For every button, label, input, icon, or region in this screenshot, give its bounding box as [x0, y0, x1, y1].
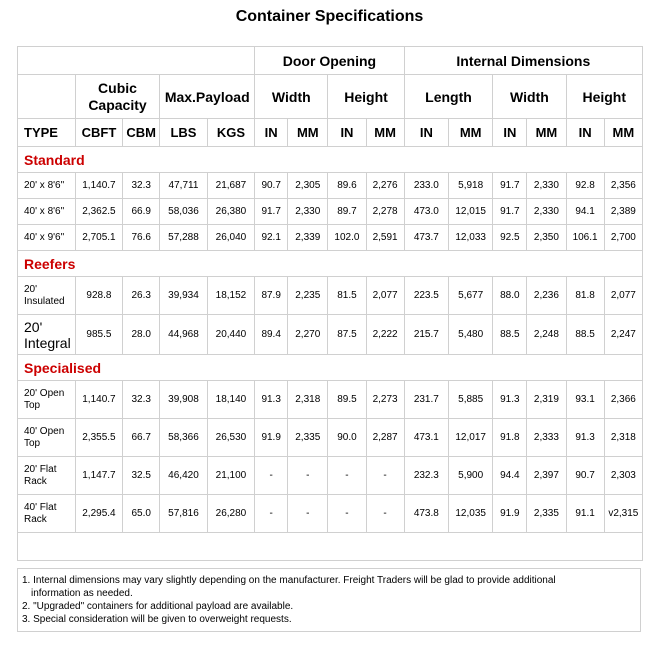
value-cell: 90.7 — [566, 457, 604, 495]
unit-header: IN — [328, 119, 366, 147]
table-row — [18, 495, 643, 533]
unit-header: IN — [404, 119, 448, 147]
value-cell: 2,330 — [527, 173, 566, 199]
value-cell: 2,077 — [604, 277, 642, 315]
value-cell: 2,318 — [604, 419, 642, 457]
cubic-capacity-header: Cubic Capacity — [75, 75, 160, 119]
unit-header: MM — [604, 119, 642, 147]
empty-header-cell — [18, 47, 255, 75]
value-cell: 106.1 — [566, 225, 604, 251]
value-cell: 91.1 — [566, 495, 604, 533]
value-cell: 91.7 — [493, 199, 527, 225]
value-cell: 26,280 — [207, 495, 255, 533]
value-cell: 91.7 — [493, 173, 527, 199]
value-cell: 39,934 — [160, 277, 207, 315]
value-cell: 91.3 — [566, 419, 604, 457]
unit-header: LBS — [160, 119, 207, 147]
value-cell: 93.1 — [566, 381, 604, 419]
value-cell: 26,040 — [207, 225, 255, 251]
value-cell: 89.7 — [328, 199, 366, 225]
container-type-cell: 40' Flat Rack — [18, 495, 76, 533]
table-row — [18, 315, 643, 355]
value-cell: - — [255, 495, 288, 533]
empty-cell — [18, 533, 643, 561]
group-header-row — [18, 47, 643, 75]
type-header: TYPE — [18, 119, 76, 147]
unit-header: MM — [527, 119, 566, 147]
unit-header-row — [18, 119, 643, 147]
value-cell: 2,330 — [527, 199, 566, 225]
value-cell: 2,397 — [527, 457, 566, 495]
value-cell: 2,330 — [288, 199, 328, 225]
value-cell: 32.3 — [123, 381, 160, 419]
footnote-1: 1. Internal dimensions may vary slightly depending on the manufacturer. Freight Traders will be glad to provide additional — [22, 575, 556, 586]
value-cell: 2,247 — [604, 315, 642, 355]
value-cell: 2,318 — [288, 381, 328, 419]
container-type-cell: 20' Insulated — [18, 277, 76, 315]
value-cell: 12,035 — [449, 495, 493, 533]
unit-header: IN — [566, 119, 604, 147]
value-cell: 231.7 — [404, 381, 448, 419]
value-cell: 39,908 — [160, 381, 207, 419]
internal-height-header: Height — [566, 75, 642, 119]
value-cell: - — [328, 457, 366, 495]
value-cell: 94.1 — [566, 199, 604, 225]
value-cell: 2,389 — [604, 199, 642, 225]
value-cell: 2,366 — [604, 381, 642, 419]
unit-header: CBM — [123, 119, 160, 147]
page-title: Container Specifications — [235, 8, 424, 25]
value-cell: 473.7 — [404, 225, 448, 251]
value-cell: 12,033 — [449, 225, 493, 251]
value-cell: 26.3 — [123, 277, 160, 315]
value-cell: 88.5 — [566, 315, 604, 355]
table-row — [18, 457, 643, 495]
table-row — [18, 419, 643, 457]
value-cell: 2,305 — [288, 173, 328, 199]
value-cell: 91.9 — [255, 419, 288, 457]
value-cell: 21,687 — [207, 173, 255, 199]
value-cell: 2,295.4 — [75, 495, 122, 533]
footnote-3: 3. Special consideration will be given to overweight requests. — [22, 614, 292, 625]
value-cell: 89.4 — [255, 315, 288, 355]
value-cell: 473.1 — [404, 419, 448, 457]
value-cell: 2,319 — [527, 381, 566, 419]
value-cell: 2,236 — [527, 277, 566, 315]
value-cell: 66.9 — [123, 199, 160, 225]
value-cell: 32.3 — [123, 173, 160, 199]
value-cell: 21,100 — [207, 457, 255, 495]
unit-header: MM — [366, 119, 404, 147]
value-cell: - — [288, 495, 328, 533]
container-type-cell: 40' x 8'6" — [18, 199, 76, 225]
value-cell: 2,270 — [288, 315, 328, 355]
value-cell: 2,356 — [604, 173, 642, 199]
value-cell: 2,287 — [366, 419, 404, 457]
value-cell: 5,918 — [449, 173, 493, 199]
internal-length-header: Length — [404, 75, 493, 119]
door-opening-header: Door Opening — [255, 47, 404, 75]
value-cell: 44,968 — [160, 315, 207, 355]
value-cell: 233.0 — [404, 173, 448, 199]
value-cell: v2,315 — [604, 495, 642, 533]
value-cell: 2,248 — [527, 315, 566, 355]
value-cell: - — [366, 495, 404, 533]
unit-header: CBFT — [75, 119, 122, 147]
unit-header: MM — [449, 119, 493, 147]
value-cell: 5,480 — [449, 315, 493, 355]
unit-header: MM — [288, 119, 328, 147]
value-cell: 81.5 — [328, 277, 366, 315]
footnotes — [17, 568, 641, 632]
value-cell: 5,677 — [449, 277, 493, 315]
unit-header: IN — [255, 119, 288, 147]
unit-header: IN — [493, 119, 527, 147]
value-cell: 5,900 — [449, 457, 493, 495]
container-type-cell: 20' x 8'6" — [18, 173, 76, 199]
value-cell: 88.0 — [493, 277, 527, 315]
section-row — [18, 355, 643, 381]
value-cell: 58,366 — [160, 419, 207, 457]
value-cell: 18,140 — [207, 381, 255, 419]
value-cell: 1,140.7 — [75, 173, 122, 199]
value-cell: 12,015 — [449, 199, 493, 225]
value-cell: 89.5 — [328, 381, 366, 419]
empty-row — [18, 533, 643, 561]
value-cell: 26,380 — [207, 199, 255, 225]
value-cell: 91.8 — [493, 419, 527, 457]
value-cell: 5,885 — [449, 381, 493, 419]
value-cell: 12,017 — [449, 419, 493, 457]
value-cell: 32.5 — [123, 457, 160, 495]
value-cell: 87.5 — [328, 315, 366, 355]
value-cell: 2,705.1 — [75, 225, 122, 251]
value-cell: 223.5 — [404, 277, 448, 315]
value-cell: 94.4 — [493, 457, 527, 495]
max-payload-header: Max.Payload — [160, 75, 255, 119]
value-cell: - — [366, 457, 404, 495]
table-row — [18, 199, 643, 225]
value-cell: 2,335 — [288, 419, 328, 457]
value-cell: 90.0 — [328, 419, 366, 457]
value-cell: 66.7 — [123, 419, 160, 457]
container-type-cell: 20' Flat Rack — [18, 457, 76, 495]
value-cell: 46,420 — [160, 457, 207, 495]
value-cell: - — [328, 495, 366, 533]
value-cell: 28.0 — [123, 315, 160, 355]
value-cell: 91.9 — [493, 495, 527, 533]
value-cell: 65.0 — [123, 495, 160, 533]
internal-width-header: Width — [493, 75, 566, 119]
section-title: Specialised — [18, 355, 643, 381]
value-cell: 57,816 — [160, 495, 207, 533]
value-cell: 81.8 — [566, 277, 604, 315]
value-cell: 102.0 — [328, 225, 366, 251]
container-type-cell: 20' Integral — [18, 315, 76, 355]
table-row — [18, 381, 643, 419]
value-cell: - — [255, 457, 288, 495]
internal-dimensions-header: Internal Dimensions — [404, 47, 642, 75]
value-cell: 26,530 — [207, 419, 255, 457]
container-spec-table — [17, 46, 643, 561]
value-cell: 473.0 — [404, 199, 448, 225]
value-cell: - — [288, 457, 328, 495]
value-cell: 87.9 — [255, 277, 288, 315]
value-cell: 1,147.7 — [75, 457, 122, 495]
value-cell: 2,335 — [527, 495, 566, 533]
container-type-cell: 40' Open Top — [18, 419, 76, 457]
door-height-header: Height — [328, 75, 404, 119]
section-title: Reefers — [18, 251, 643, 277]
value-cell: 88.5 — [493, 315, 527, 355]
value-cell: 57,288 — [160, 225, 207, 251]
section-title: Standard — [18, 147, 643, 173]
section-row — [18, 251, 643, 277]
value-cell: 2,700 — [604, 225, 642, 251]
table-row — [18, 225, 643, 251]
value-cell: 473.8 — [404, 495, 448, 533]
value-cell: 928.8 — [75, 277, 122, 315]
value-cell: 92.5 — [493, 225, 527, 251]
section-row — [18, 147, 643, 173]
value-cell: 20,440 — [207, 315, 255, 355]
value-cell: 2,339 — [288, 225, 328, 251]
value-cell: 2,077 — [366, 277, 404, 315]
sub-header-row — [18, 75, 643, 119]
value-cell: 215.7 — [404, 315, 448, 355]
value-cell: 92.1 — [255, 225, 288, 251]
value-cell: 1,140.7 — [75, 381, 122, 419]
value-cell: 2,362.5 — [75, 199, 122, 225]
value-cell: 47,711 — [160, 173, 207, 199]
value-cell: 2,273 — [366, 381, 404, 419]
value-cell: 91.3 — [493, 381, 527, 419]
table-row — [18, 277, 643, 315]
value-cell: 2,276 — [366, 173, 404, 199]
value-cell: 90.7 — [255, 173, 288, 199]
footnote-2: 2. "Upgraded" containers for additional payload are available. — [22, 601, 294, 612]
value-cell: 76.6 — [123, 225, 160, 251]
value-cell: 92.8 — [566, 173, 604, 199]
container-type-cell: 20' Open Top — [18, 381, 76, 419]
value-cell: 2,222 — [366, 315, 404, 355]
value-cell: 2,355.5 — [75, 419, 122, 457]
footnote-1-continued: information as needed. — [31, 588, 133, 599]
value-cell: 2,235 — [288, 277, 328, 315]
door-width-header: Width — [255, 75, 328, 119]
value-cell: 18,152 — [207, 277, 255, 315]
value-cell: 58,036 — [160, 199, 207, 225]
value-cell: 2,278 — [366, 199, 404, 225]
value-cell: 89.6 — [328, 173, 366, 199]
value-cell: 91.3 — [255, 381, 288, 419]
container-type-cell: 40' x 9'6" — [18, 225, 76, 251]
value-cell: 2,303 — [604, 457, 642, 495]
value-cell: 985.5 — [75, 315, 122, 355]
value-cell: 91.7 — [255, 199, 288, 225]
value-cell: 2,350 — [527, 225, 566, 251]
empty-type-header — [18, 75, 76, 119]
value-cell: 2,591 — [366, 225, 404, 251]
value-cell: 232.3 — [404, 457, 448, 495]
value-cell: 2,333 — [527, 419, 566, 457]
table-row — [18, 173, 643, 199]
unit-header: KGS — [207, 119, 255, 147]
